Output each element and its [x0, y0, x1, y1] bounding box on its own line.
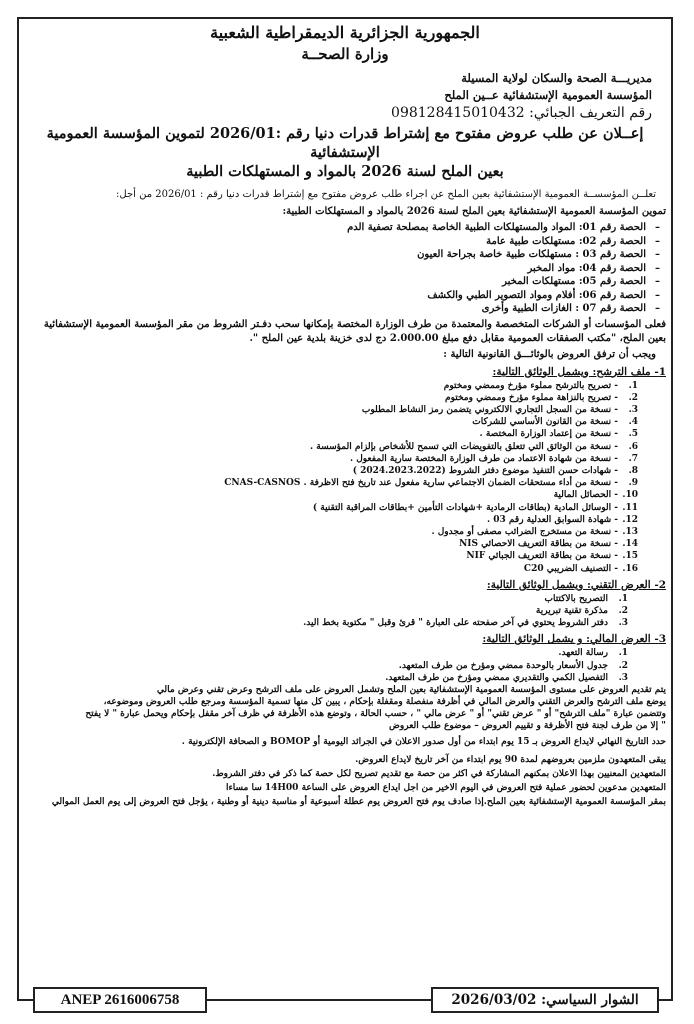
doc-item: 7.- نسخة من شهادة الاعتماد من طرف الوزارة المختصة سارية المفعول .: [349, 453, 638, 464]
announcement-title: [24, 124, 666, 181]
instruction-line: وتتضمن عبارة "ملف الترشح" أو " عرض تقني" أو " عرض مالي " ، حسب الحالة ، وتوضع هذه الأظرفة في ظرف آخر مقفل بإحكام ويحمل عبارة " لا يفتح: [85, 708, 666, 719]
tax-id: رقم التعريف الجبائي: 098128415010432: [391, 105, 652, 121]
doc-item: 12.- شهادة السوابق العدلية رقم 03 .: [486, 514, 638, 525]
doc-item: 6.- نسخة من الوثائق التي تتعلق بالتفويضات التي تسمح للأشخاص بإلزام المؤسسة .: [309, 441, 638, 452]
doc-item: 13.- نسخة من مستخرج الضرائب مصفى أو مجدول .: [431, 526, 638, 537]
closing-line: بمقر المؤسسة العمومية الإستشفائية بعين الملح.إذا صادف يوم فتح العروض يوم عطلة أسبوعية أو مناسبة دينية أو وطنية ، يؤجل فتح العروض إلى يوم العمل الموالي: [51, 796, 666, 807]
country-name: الجمهورية الجزائرية الديمقراطية الشعبية: [210, 23, 480, 42]
lot-item: –الحصة رقم 03 : مستهلكات طبية خاصة بجراحة العيون: [417, 249, 660, 260]
attach-note: ويجب أن ترفق العروض بالوثائـــق القانونية التالية :: [443, 348, 656, 360]
technical-docs-list: [24, 593, 666, 630]
lot-item: –الحصة رقم 06: أفلام ومواد التصوير الطبي والكشف: [427, 289, 660, 301]
ministry-name: وزارة الصحــة: [301, 45, 389, 63]
lot-item: –الحصة رقم 04: مواد المخبر: [527, 262, 660, 274]
publication-date: الشوار السياسي: 2026/03/02: [431, 987, 659, 1013]
deadline-text: حدد التاريخ النهائي لايداع العروض بـ 15 يوم ابتداء من أول صدور الاعلان في الجرائد اليومية أو BOMOP و الصحافة الإلكترونية .: [181, 736, 666, 747]
doc-item: 16.- التصنيف الضريبي C20: [523, 563, 638, 574]
anep-reference: ANEP 2616006758: [33, 987, 207, 1013]
lot-item: –الحصة رقم 01: المواد والمستهلكات الطبية الخاصة بمصلحة تصفية الدم: [347, 222, 660, 233]
doc-item: 1.رسالة التعهد.: [558, 648, 628, 659]
candidacy-docs-list: [24, 380, 666, 575]
lots-list: [24, 221, 666, 316]
doc-item: 5.- نسخة من إعتماد الوزارة المختصة .: [479, 429, 638, 440]
closing-line: يبقى المتعهدون ملزمين بعروضهم لمدة 90 يوم ابتداء من آخر تاريخ لايداع العروض.: [355, 754, 666, 765]
doc-item: 2.جدول الأسعار بالوحدة ممضي ومؤرخ من طرف المتعهد.: [398, 660, 628, 671]
directorate-name: مديريـــة الصحة والسكان لولاية المسيلة: [461, 71, 652, 85]
instruction-line: يوضع ملف الترشح والعرض التقني والعرض المالي في أظرفة منفصلة ومقفلة بإحكام ، يبين كل منها تسمية المؤسسة ومرجع طلب العروض وموضوعه،: [103, 696, 666, 707]
technical-section-title: 2- العرض التقني: ويشمل الوثائق التالية:: [486, 578, 666, 591]
doc-item: 3.دفتر الشروط يحتوي في آخر صفحته على العبارة " قرئ وقبل " مكتوبة بخط اليد.: [303, 618, 628, 629]
doc-item: 2.- تصريح بالنزاهة مملوء مؤرخ وممضي ومختوم: [445, 392, 638, 403]
hospital-name: المؤسسة العمومية الإستشفائية عــين الملح: [444, 88, 652, 102]
eligibility-text: فعلى المؤسسات أو الشركات المتخصصة والمعتمدة من طرف الوزارة المختصة بإمكانها سحب دفـتر الشروط من مقر المؤسسة العمومية الإستشفائية بعين الملح، "مكتب الصفقات العمومية مقابل دفع مبلغ 2.000.00 دج لدى خزينة بلدية عين الملح ".: [43, 318, 666, 344]
financial-docs-list: [24, 647, 666, 684]
doc-item: 1.التصريح بالاكتتاب: [544, 593, 628, 604]
doc-item: 8.- شهادات حسن التنفيذ موضوع دفتر الشروط (2024.2023.2022 ): [352, 465, 638, 476]
instruction-line: " إلا من طرف لجنة فتح الأظرفة و تقييم العروض – موضوع طلب العروض: [389, 720, 666, 731]
intro-text: تعلــن المؤسســة العمومية الإستشفائية بعين الملح عن اجراء طلب عروض مفتوح مع إشتراط قدرات دنيا رقم : 2026/01 من أجل:: [116, 189, 656, 200]
doc-item: 4.- نسخة من القانون الأساسي للشركات: [472, 417, 638, 428]
doc-item: 3.- نسخة من السجل التجاري الالكتروني يتضمن رمز النشاط المطلوب: [361, 404, 638, 415]
closing-line: المتعهدين مدعوين لحضور عملية فتح العروض في اليوم الاخير من اجل ايداع العروض على الساعة 14H00 سا مساءا: [226, 782, 666, 793]
instruction-line: يتم تقديم العروض على مستوى المؤسسة العمومية الإستشفائية بعين الملح وتشمل العروض على ملف الترشح وعرض تقني وعرض مالي: [156, 684, 666, 695]
lot-item: –الحصة رقم 05: مستهلكات المخبر: [502, 276, 660, 287]
doc-item: 14.- نسخة من بطاقة التعريف الاحصائي NIS: [459, 539, 638, 550]
doc-item: 9.- نسخة من أداء مستحقات الضمان الاجتماعي سارية مفعول عند تاريخ فتح الاظرفة . CNAS-CASNOS: [224, 478, 638, 489]
submission-instructions: [24, 684, 666, 732]
document-header: [24, 22, 666, 64]
doc-item: 3.التفصيل الكمي والتقديري ممضي ومؤرخ من طرف المتعهد.: [385, 672, 628, 683]
scope-text: تموين المؤسسة العمومية الإستشفائية بعين الملح لسنة 2026 بالمواد و المستهلكات الطبية:: [282, 206, 666, 217]
doc-item: 10.- الحصائل المالية: [553, 490, 638, 501]
doc-item: 1.- تصريح بالترشح مملوء مؤرخ وممضي ومختوم: [443, 380, 638, 391]
candidacy-section-title: 1- ملف الترشح: ويشمل الوثائق التالية:: [492, 365, 666, 378]
closing-notes: [24, 753, 666, 809]
financial-section-title: 3- العرض المالي: و يشمل الوثائق التالية:: [482, 633, 666, 646]
lot-item: –الحصة رقم 07 : الغازات الطبية وأخرى: [481, 303, 660, 314]
doc-item: 11.- الوسائل المادية (بطاقات الرمادية +شهادات التأمين +بطاقات المراقبة التقنية ): [312, 502, 638, 513]
doc-item: 15.- نسخة من بطاقة التعريف الجبائي NIF: [466, 551, 638, 562]
announcement-body: [24, 22, 666, 809]
closing-line: المتعهدين المعنيين بهذا الاعلان بمكنهم المشاركة في اكثر من حصة مع تقديم تصريح لكل حصة كما ذكر في دفتر الشروط.: [212, 768, 666, 779]
title-line-1: إعــلان عن طلب عروض مفتوح مع إشتراط قدرات دنيا رقم :2026/01 لتموين المؤسسة العمومية الإستشفائية: [46, 125, 644, 161]
doc-item: 2.مذكرة تقنية تبريرية: [535, 605, 628, 616]
lot-item: –الحصة رقم 02: مستهلكات طبية عامة: [486, 235, 660, 247]
title-line-2: بعين الملح لسنة 2026 بالمواد و المستهلكات الطبية: [186, 163, 504, 180]
